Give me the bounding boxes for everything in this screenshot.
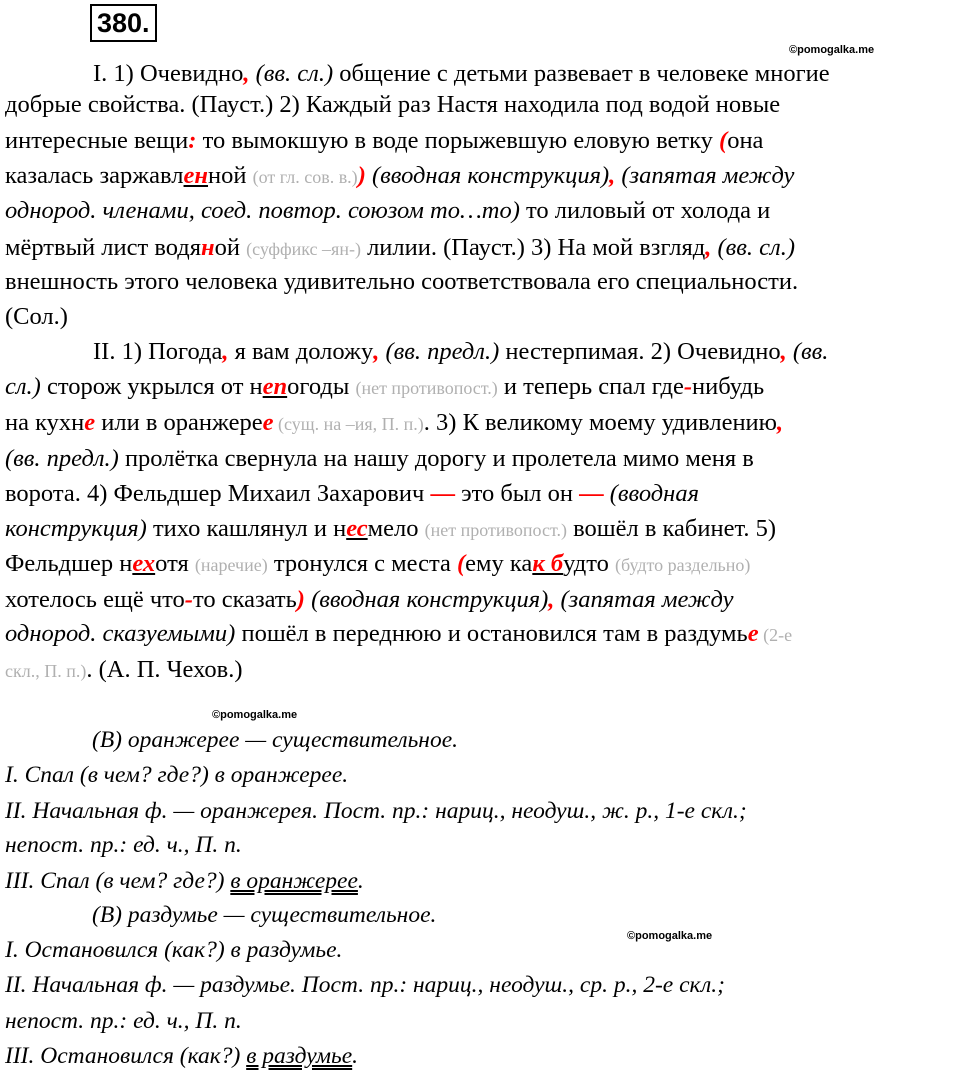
analysis-line: III. Спал (в чем? где?) в оранжерее. <box>5 868 364 894</box>
text-line: ворота. 4) Фельдшер Михаил Захарович — это был он — (вводная <box>5 480 699 507</box>
text-line: Фельдшер нехотя (наречие) тронулся с места (ему как будто (будто раздельно) <box>5 550 751 577</box>
text-line: (вв. предл.) пролётка свернула на нашу дорогу и пролетела мимо меня в <box>5 445 754 472</box>
analysis-line: непост. пр.: ед. ч., П. п. <box>5 1008 242 1034</box>
analysis-line: III. Остановился (как?) в раздумье. <box>5 1043 359 1069</box>
text-line: (Сол.) <box>5 303 68 330</box>
text-line: I. 1) Очевидно, (вв. сл.) общение с детьми развевает в человеке многие <box>93 60 830 87</box>
analysis-line: II. Начальная ф. — оранжерея. Пост. пр.: нариц., неодуш., ж. р., 1-е скл.; <box>5 798 747 824</box>
text-line: внешность этого человека удивительно соответствовала его специальности. <box>5 268 799 295</box>
text-line: мёртвый лист водяной (суффикс –ян-) лилии. (Пауст.) 3) На мой взгляд, (вв. сл.) <box>5 234 796 261</box>
watermark: ©pomogalka.me <box>627 930 713 942</box>
watermark: ©pomogalka.me <box>789 44 875 56</box>
exercise-number: 380. <box>90 4 157 42</box>
text-line: скл., П. п.). (А. П. Чехов.) <box>5 656 243 683</box>
text-line: казалась заржавленной (от гл. сов. в.)) (вводная конструкция), (запятая между <box>5 162 795 189</box>
text-line: добрые свойства. (Пауст.) 2) Каждый раз Настя находила под водой новые <box>5 91 781 118</box>
watermark: ©pomogalka.me <box>212 709 298 721</box>
text-line: однород. членами, соед. повтор. союзом то…то) то лиловый от холода и <box>5 197 771 224</box>
text-line: однород. сказуемыми) пошёл в переднюю и остановился там в раздумье (2-е <box>5 620 793 647</box>
analysis-line: (В) оранжерее — существительное. <box>92 727 458 753</box>
text-line: конструкция) тихо кашлянул и несмело (нет противопост.) вошёл в кабинет. 5) <box>5 515 777 542</box>
analysis-line: (В) раздумье — существительное. <box>92 902 437 928</box>
analysis-line: непост. пр.: ед. ч., П. п. <box>5 832 242 858</box>
text-line: хотелось ещё что-то сказать) (вводная конструкция), (запятая между <box>5 586 734 613</box>
text-line: на кухне или в оранжерее (сущ. на –ия, П. п.). 3) К великому моему удивлению, <box>5 409 784 436</box>
analysis-line: I. Остановился (как?) в раздумье. <box>5 937 343 963</box>
analysis-line: II. Начальная ф. — раздумье. Пост. пр.: нариц., неодуш., ср. р., 2-е скл.; <box>5 972 725 998</box>
text-line: интересные вещи: то вымокшую в воде порыжевшую еловую ветку (она <box>5 127 764 154</box>
text-line: II. 1) Погода, я вам доложу, (вв. предл.) нестерпимая. 2) Очевидно, (вв. <box>93 338 829 365</box>
analysis-line: I. Спал (в чем? где?) в оранжерее. <box>5 762 349 788</box>
text-line: сл.) сторож укрылся от непогоды (нет противопост.) и теперь спал где-нибудь <box>5 373 765 400</box>
